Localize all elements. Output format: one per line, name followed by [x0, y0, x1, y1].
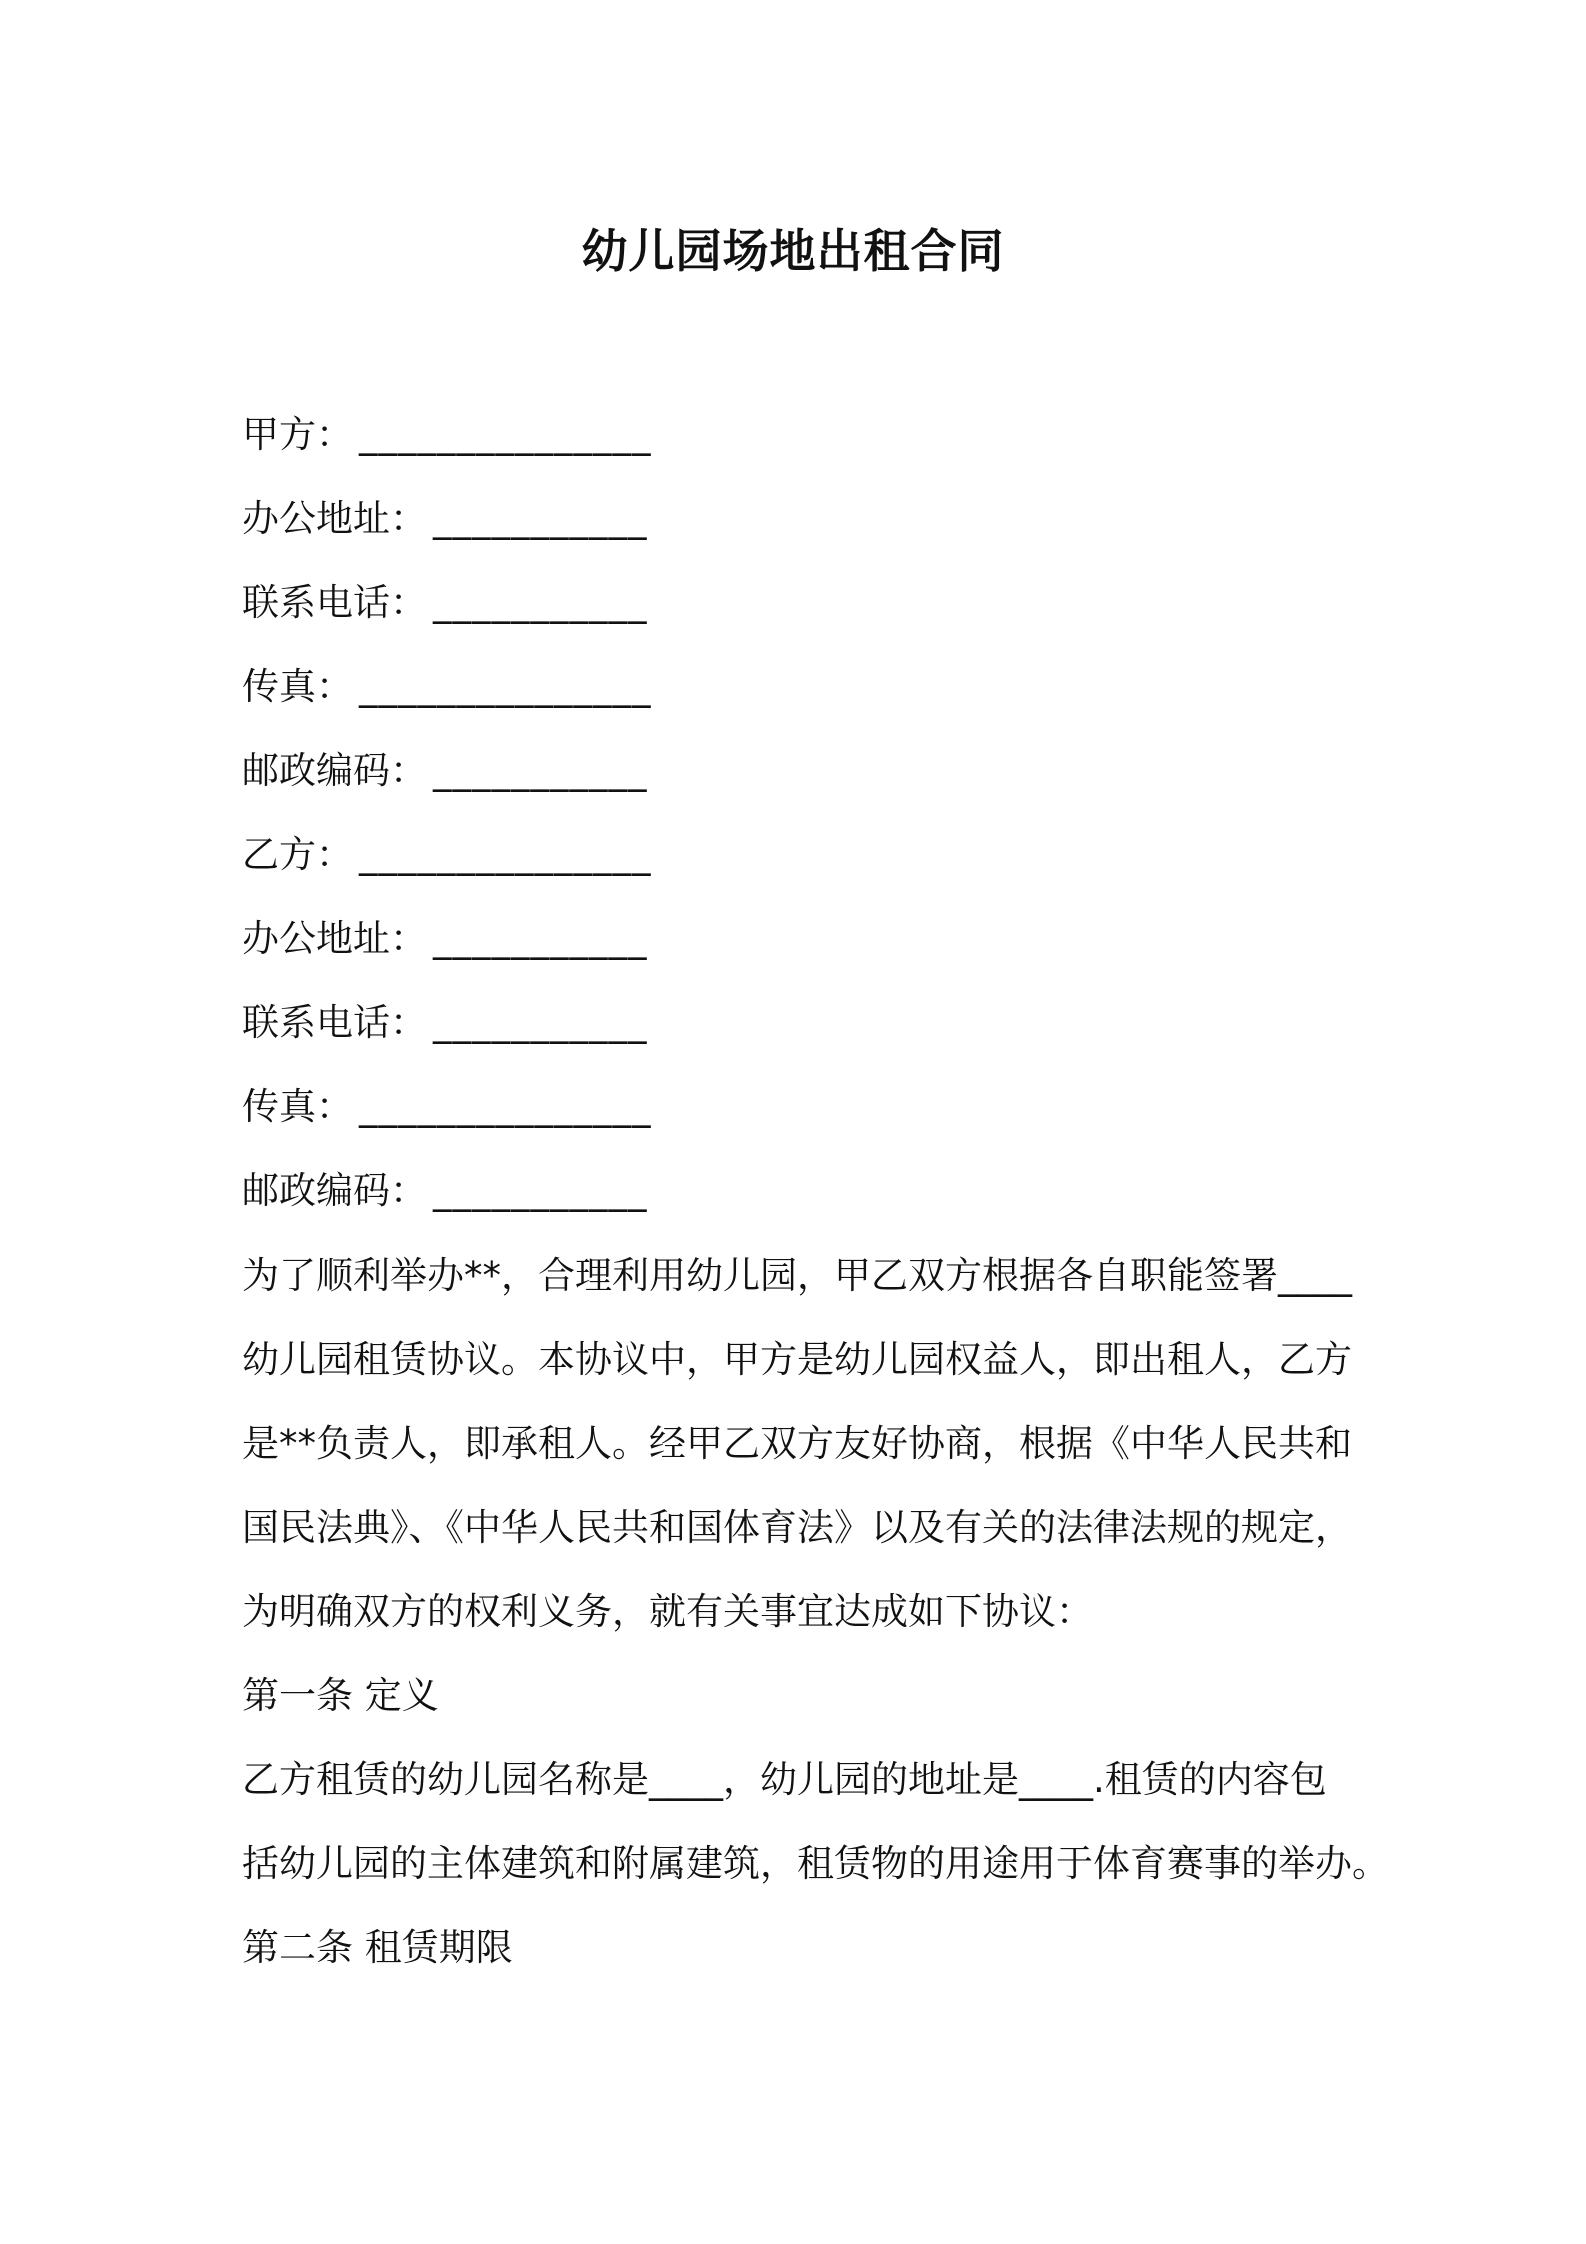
field-blank: ___________ [433, 917, 648, 960]
field-label: 办公地址： [242, 497, 427, 540]
field-label: 甲方： [242, 413, 353, 456]
field-blank: _______________ [359, 413, 652, 456]
preamble-line: 幼儿园租赁协议。本协议中，甲方是幼儿园权益人，即出租人，乙方 [242, 1338, 1352, 1381]
article-1-heading: 第一条 定义 [242, 1674, 439, 1717]
document-title: 幼儿园场地出租合同 [581, 224, 1005, 278]
article-1-line: 乙方租赁的幼儿园名称是____，幼儿园的地址是____.租赁的内容包 [242, 1758, 1327, 1801]
preamble-line: 国民法典》、《中华人民共和国体育法》以及有关的法律法规的规定， [242, 1506, 1352, 1549]
article-2-heading: 第二条 租赁期限 [242, 1926, 513, 1969]
field-party-b-fax [242, 1077, 1392, 1161]
field-blank: ___________ [433, 581, 648, 624]
field-party-a [242, 405, 1392, 489]
contract-body [242, 1234, 1389, 1990]
field-blank: _______________ [359, 833, 652, 876]
field-label: 联系电话： [242, 581, 427, 624]
field-party-b-phone [242, 993, 1392, 1077]
field-blank: _______________ [359, 665, 652, 708]
field-party-b-address [242, 909, 1392, 993]
field-blank: ___________ [433, 1169, 648, 1212]
field-blank: _______________ [359, 1085, 652, 1128]
field-label: 乙方： [242, 833, 353, 876]
field-label: 传真： [242, 1085, 353, 1128]
field-blank: ___________ [433, 749, 648, 792]
article-1-line: 括幼儿园的主体建筑和附属建筑，租赁物的用途用于体育赛事的举办。 [242, 1842, 1389, 1885]
field-party-a-address [242, 489, 1392, 573]
field-party-a-postcode [242, 741, 1392, 825]
field-blank: ___________ [433, 1001, 648, 1044]
field-party-b [242, 825, 1392, 909]
preamble-line: 是**负责人，即承租人。经甲乙双方友好协商，根据《中华人民共和 [242, 1422, 1352, 1465]
field-label: 邮政编码： [242, 1169, 427, 1212]
preamble-line: 为明确双方的权利义务，就有关事宜达成如下协议： [242, 1590, 1093, 1633]
field-party-a-phone [242, 573, 1392, 657]
preamble-line: 为了顺利举办**，合理利用幼儿园，甲乙双方根据各自职能签署____ [242, 1254, 1352, 1297]
field-label: 传真： [242, 665, 353, 708]
party-info-fields [242, 405, 1392, 1245]
field-label: 联系电话： [242, 1001, 427, 1044]
field-blank: ___________ [433, 497, 648, 540]
field-label: 邮政编码： [242, 749, 427, 792]
field-label: 办公地址： [242, 917, 427, 960]
field-party-a-fax [242, 657, 1392, 741]
field-party-b-postcode [242, 1161, 1392, 1245]
